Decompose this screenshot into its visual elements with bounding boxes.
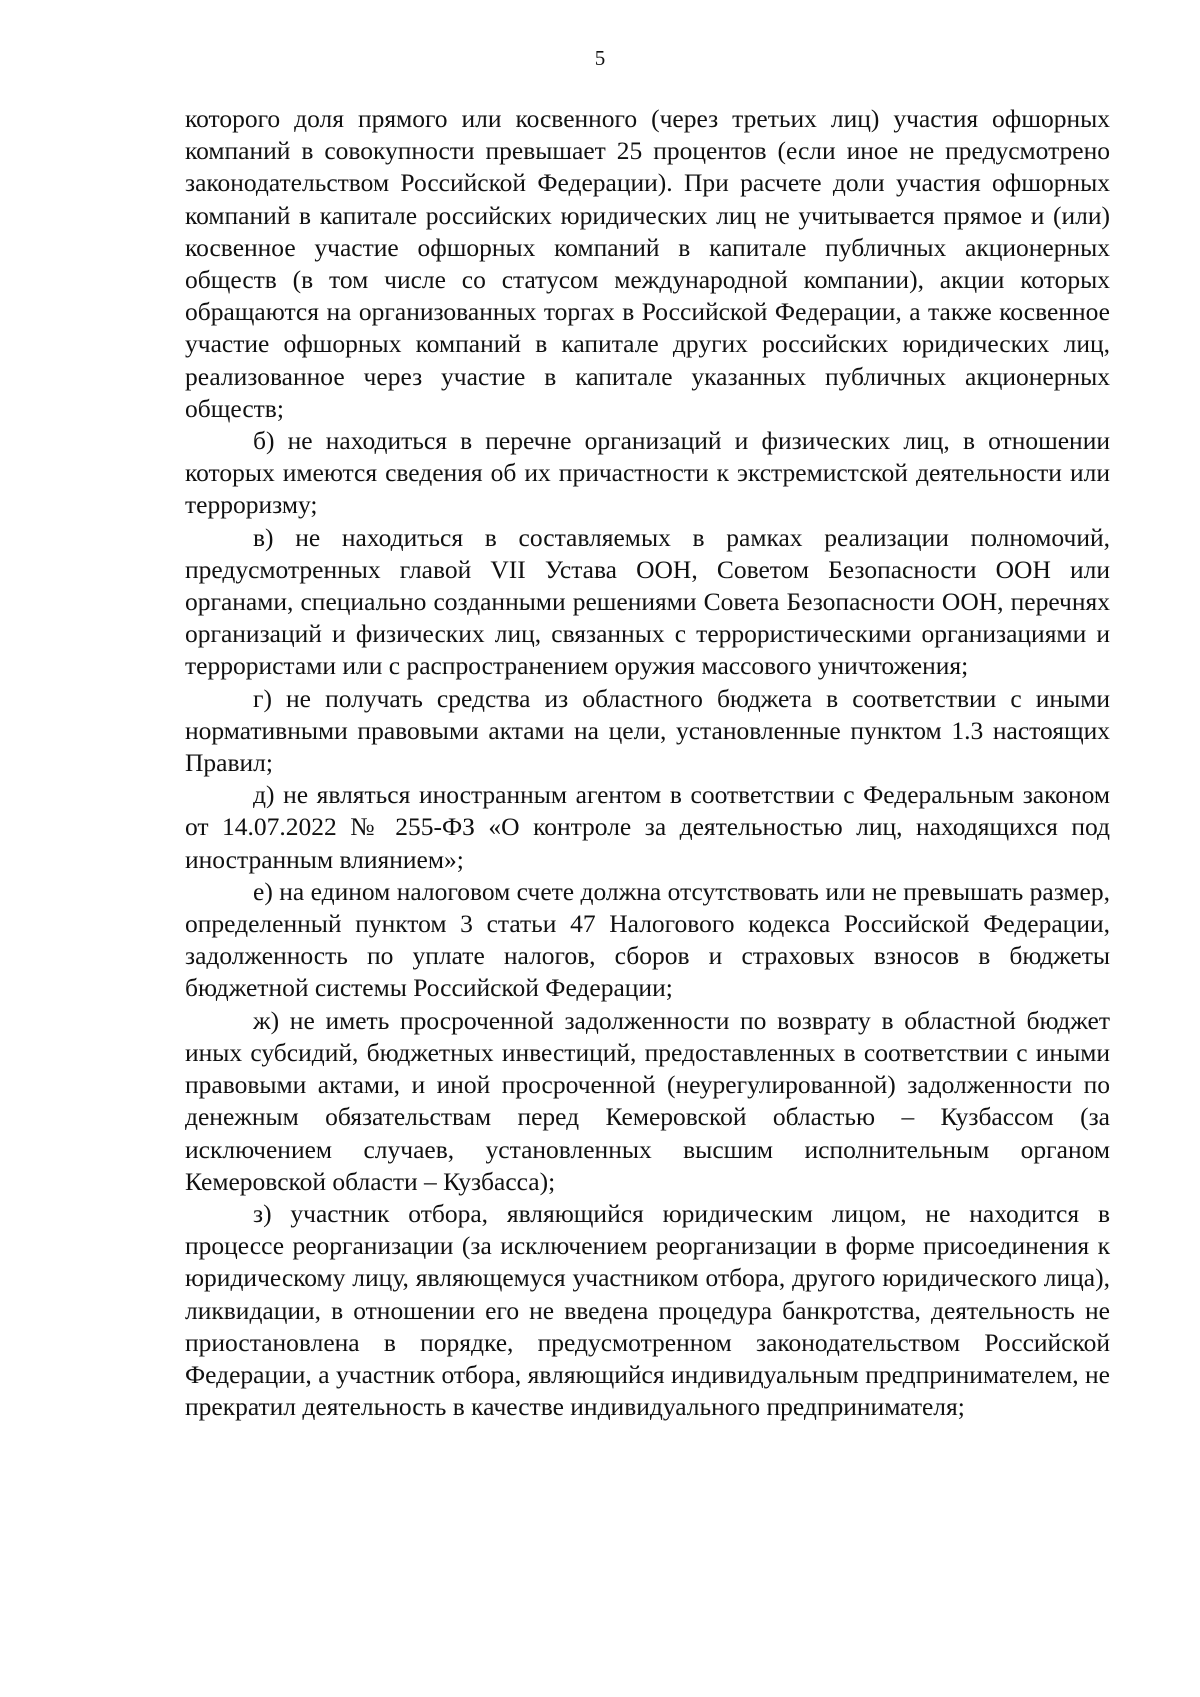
paragraph-continuation: которого доля прямого или косвенного (через третьих лиц) участия офшорных компаний в совокупности превышает 25 процентов (если иное не предусмотрено законодательством Российской Федерации). При расчете доли участия офшорных компаний в капитале российских юридических лиц не учитывается прямое и (или) косвенное участие офшорных компаний в капитале публичных акционерных обществ (в том числе со статусом международной компании), акции которых обращаются на организованных торгах в Российской Федерации, а также косвенное участие офшорных компаний в капитале других российских юридических лиц, реализованное через участие в капитале указанных публичных акционерных обществ; [185, 104, 1110, 423]
paragraph-item-zh: ж) не иметь просроченной задолженности по возврату в областной бюджет иных субсидий, бюджетных инвестиций, предоставленных в соответствии с иными правовыми актами, и иной просроченной (неурегулированной) задолженности по денежным обязательствам перед Кемеровской областью – Кузбассом (за исключением случаев, установленных высшим исполнительным органом Кемеровской области – Кузбасса); [185, 1005, 1110, 1196]
paragraph-item-e: е) на едином налоговом счете должна отсутствовать или не превышать размер, определенный пунктом 3 статьи 47 Налогового кодекса Российской Федерации, задолженность по уплате налогов, сборов и страховых взносов в бюджеты бюджетной системы Российской Федерации; [185, 876, 1110, 1003]
document-body [185, 103, 1110, 1423]
paragraph-item-d: д) не являться иностранным агентом в соответствии с Федеральным законом от 14.07.2022 № 255-ФЗ «О контроле за деятельностью лиц, находящихся под иностранным влиянием»; [185, 780, 1110, 874]
paragraph-item-b: б) не находиться в перечне организаций и физических лиц, в отношении которых имеются сведения об их причастности к экстремистской деятельности или терроризму; [185, 426, 1110, 520]
paragraph-item-z: з) участник отбора, являющийся юридическим лицом, не находится в процессе реорганизации (за исключением реорганизации в форме присоединения к юридическому лицу, являющемуся участником отбора, другого юридического лица), ликвидации, в отношении его не введена процедура банкротства, деятельность не приостановлена в порядке, предусмотренном законодательством Российской Федерации, а участник отбора, являющийся индивидуальным предпринимателем, не прекратил деятельность в качестве индивидуального предпринимателя; [185, 1198, 1110, 1422]
page-number: 5 [594, 46, 606, 70]
paragraph-item-g: г) не получать средства из областного бюджета в соответствии с иными нормативными правовыми актами на цели, установленные пунктом 1.3 настоящих Правил; [185, 683, 1110, 778]
paragraph-item-v: в) не находиться в составляемых в рамках реализации полномочий, предусмотренных главой VII Устава ООН, Советом Безопасности ООН или органами, специально созданными решениями Совета Безопасности ООН, перечнях организаций и физических лиц, связанных с террористическими организациями и террористами или с распространением оружия массового уничтожения; [185, 522, 1110, 681]
